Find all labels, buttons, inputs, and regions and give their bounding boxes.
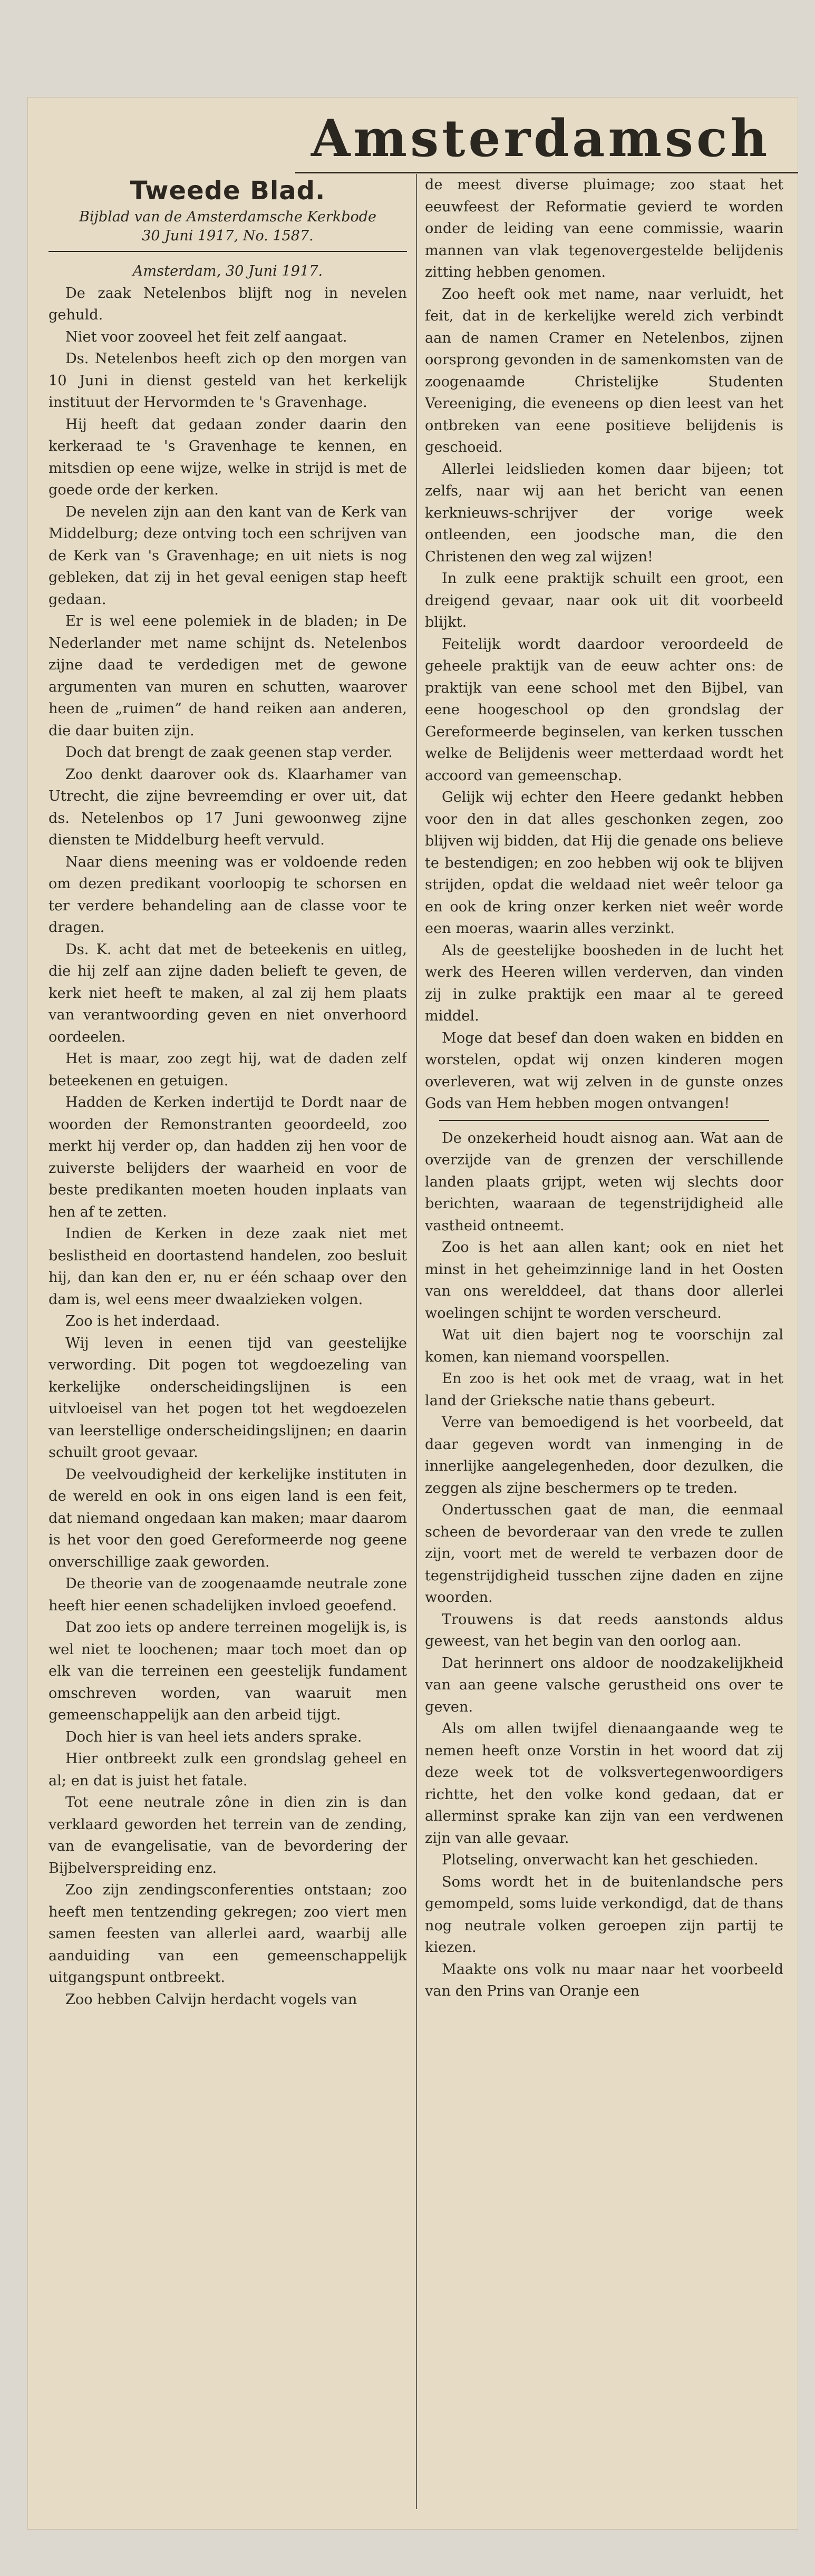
paragraph: Plotseling, onverwacht kan het geschieden. [442, 1852, 759, 1868]
paragraph: Niet voor zooveel het feit zelf aangaat. [65, 328, 347, 345]
column-divider [416, 174, 417, 2509]
paragraph: De nevelen zijn aan den kant van de Kerk van Middelburg; deze ontving toch een schrijven van de Kerk van 's Gravenhage; en uit niets is nog gebleken, dat zij in het geval eenigen stap heeft gedaan. [48, 503, 407, 608]
paragraph: Indien de Kerken in deze zaak niet met beslistheid en doortastend handelen, zoo besluit hij, dan kan den er, nu er één schaap over den dam is, wel eens meer dwaalzieken volgen. [48, 1226, 407, 1308]
paragraph: Gelijk wij echter den Heere gedankt hebben voor den in dat alles geschonken zegen, zoo blijven wij bidden, dat Hij die genade ons believe te bestendigen; en zoo hebben wij ook te blijven strijden, opdat die weldaad niet weêr teloor ga en ook de kring onzer kerken niet weêr worde een moeras, waarin alles verzinkt. [425, 789, 783, 937]
paragraph: Als de geestelijke boosheden in de lucht het werk des Heeren willen verderven, dan vinden zij in zulke praktijk een maar al te gereed middel. [425, 942, 783, 1024]
paragraph: Hier ontbreekt zulk een grondslag geheel en al; en dat is juist het fatale. [48, 1751, 407, 1789]
paragraph: de meest diverse pluimage; zoo staat het eeuwfeest der Reformatie gevierd te worden onder de leiding van eene commissie, waarin mannen van vlak tegenovergestelde belijdenis zitting hebben genomen. [425, 177, 783, 280]
paragraph: De theorie van de zoogenaamde neutrale zone heeft hier eenen schadelijken invloed geoefend. [48, 1576, 407, 1614]
paragraph: Moge dat besef dan doen waken en bidden en worstelen, opdat wij onzen kinderen mogen overleveren, wat wij zelven in de gunste onzes Gods van Hem hebben mogen ontvangen! [425, 1029, 783, 1112]
paragraph: In zulk eene praktijk schuilt een groot, een dreigend gevaar, naar ook uit dit voorbeeld blijkt. [425, 570, 783, 630]
masthead-title: Amsterdamsch [311, 109, 771, 168]
paragraph: Ds. Netelenbos heeft zich op den morgen van 10 Juni in dienst gesteld van het kerkelijk instituut der Hervormden te 's Gravenhage. [48, 351, 407, 411]
paragraph: De zaak Netelenbos blijft nog in nevelen gehuld. [48, 285, 407, 323]
paragraph: Er is wel eene polemiek in de bladen; in De Nederlander met name schijnt ds. Netelenbos zijne daad te verdedigen met de gewone argumenten van muren en schutten, waarover heen de „ruimen” de hand reiken aan anderen, die daar buiten zijn. [48, 613, 407, 739]
paragraph: Naar diens meening was er voldoende reden om dezen predikant voorloopig te schorsen en ter verdere behandeling aan de classe voor te dragen. [48, 853, 407, 936]
paragraph: Wij leven in eenen tijd van geestelijke verwording. Dit pogen tot wegdoezeling van kerkelijke onderscheidingslijnen is een uitvloeisel van het pogen tot het wegdoezelen van leerstellige onderscheidingslijnen; en daarin schuilt groot gevaar. [48, 1335, 407, 1461]
paragraph: Dat herinnert ons aldoor de noodzakelijkheid van aan geene valsche gerustheid ons over te geven. [425, 1655, 783, 1715]
paragraph: De onzekerheid houdt aisnog aan. Wat aan de overzijde van de grenzen der verschillende landen plaats grijpt, weten wij slechts door berichten, waaraan de tegenstrijdigheid alle vastheid ontneemt. [425, 1130, 783, 1234]
section-title: Tweede Blad. [130, 176, 326, 206]
article-separator [439, 1120, 769, 1121]
paragraph: Hadden de Kerken indertijd te Dordt naar de woorden der Remonstranten geoordeeld, zoo merkt hij verder op, dan hadden zij hen voor de zuiverste belijders der waarheid en voor de beste predikanten moeten houden inplaats van hen af te zetten. [48, 1094, 407, 1220]
paragraph: Zoo is het inderdaad. [65, 1313, 220, 1329]
paragraph: Verre van bemoedigend is het voorbeeld, dat daar gegeven wordt van inmenging in de innerlijke aangelegenheden, door dezulken, die zeggen als zijne beschermers op te treden. [425, 1414, 783, 1496]
paragraph: Doch dat brengt de zaak geenen stap verder. [65, 744, 393, 761]
paragraph: Dat zoo iets op andere terreinen mogelijk is, is wel niet te loochenen; maar toch moet dan op elk van die terreinen een geestelijk fundament omschreven worden, van waaruit men gemeenschappelijk aan den arbeid tijgt. [48, 1619, 407, 1723]
paragraph: Feitelijk wordt daardoor veroordeeld de geheele praktijk van de eeuw achter ons: de praktijk van eene school met den Bijbel, van eene hoogeschool op den grondslag der Gereformeerde beginselen, van kerken tusschen welke de Belijdenis weer metterdaad wordt het accoord van gemeenschap. [425, 636, 783, 784]
paragraph: Soms wordt het in de buitenlandsche pers gemompeld, soms luide verkondigd, dat de thans nog neutrale volken geroepen zijn partij te kiezen. [425, 1873, 783, 1956]
paragraph: De veelvoudigheid der kerkelijke instituten in de wereld en ook in ons eigen land is een feit, dat niemand ongedaan kan maken; maar daarom is het voor den goed Gereformeerde nog geene onverschillige zaak geworden. [48, 1466, 407, 1570]
paragraph: Als om allen twijfel dienaangaande weg te nemen heeft onze Vorstin in het woord dat zij deze week tot de volksvertegenwoordigers richtte, het den volke kond gedaan, dat er allerminst sprake kan zijn van een verdwenen zijn van alle gevaar. [425, 1720, 783, 1846]
paragraph: Doch hier is van heel iets anders sprake. [65, 1728, 362, 1745]
paragraph: Zoo is het aan allen kant; ook en niet het minst in het geheimzinnige land in het Oosten van ons werelddeel, dat thans door allerlei woelingen schijnt te worden verscheurd. [425, 1239, 783, 1321]
paragraph: Zoo denkt daarover ook ds. Klaarhamer van Utrecht, die zijne bevreemding er over uit, dat ds. Netelenbos op 17 Juni gewoonweg zijne diensten te Middelburg heeft vervuld. [48, 766, 407, 848]
paragraph: Het is maar, zoo zegt hij, wat de daden zelf beteekenen en getuigen. [48, 1051, 407, 1089]
paragraph: Zoo heeft ook met name, naar verluidt, het feit, dat in de kerkelijke wereld zich verbindt aan de namen Cramer en Netelenbos, zijnen oorsprong gevonden in de samenkomsten van de zoogenaamde Christelijke Studenten Vereeniging, die eveneens op dien leest van het ontbreken van eene positieve belijdenis is geschoeid. [425, 286, 783, 455]
dateline: Amsterdam, 30 Juni 1917. [132, 263, 323, 279]
masthead [295, 105, 798, 173]
header-rule [48, 251, 407, 252]
paragraph: Ondertusschen gaat de man, die eenmaal scheen de bevorderaar van den vrede te zullen zijn, voort met de wereld te verbazen door de tegenstrijdigheid tusschen zijne daden en zijne woorden. [425, 1502, 783, 1606]
paragraph: Hij heeft dat gedaan zonder daarin den kerkeraad te 's Gravenhage te kennen, en mitsdien op eene wijze, welke in strijd is met de goede orde der kerken. [48, 416, 407, 498]
left-column [48, 174, 407, 2514]
left-article-body [48, 283, 407, 2011]
supplement-line: Bijblad van de Amsterdamsche Kerkbode [79, 209, 376, 225]
paragraph: Zoo hebben Calvijn herdacht vogels van [65, 1991, 357, 2008]
issue-line: 30 Juni 1917, No. 1587. [142, 228, 314, 244]
paragraph: Zoo zijn zendingsconferenties ontstaan; zoo heeft men tentzending gekregen; zoo viert men samen feesten van allerlei aard, waarbij alle aanduiding van een gemeenschappelijk uitgangspunt ontbreekt. [48, 1882, 407, 1986]
paragraph: En zoo is het ook met de vraag, wat in het land der Grieksche natie thans gebeurt. [425, 1370, 783, 1409]
paragraph: Allerlei leidslieden komen daar bijeen; tot zelfs, naar wij aan het bericht van eenen kerknieuws-schrijver der vorige week ontleenden, een joodsche man, die den Christenen den weg zal wijzen! [425, 461, 783, 565]
paragraph: Ds. K. acht dat met de beteekenis en uitleg, die hij zelf aan zijne daden belieft te geven, de kerk niet heeft te maken, al zal zij hem plaats van verantwoording geven en niet onverhoord oordeelen. [48, 941, 407, 1045]
paragraph: Wat uit dien bajert nog te voorschijn zal komen, kan niemand voorspellen. [425, 1327, 783, 1365]
right-second-article-body [425, 1127, 783, 2003]
right-article-body [425, 174, 783, 1115]
paragraph: Trouwens is dat reeds aanstonds aldus geweest, van het begin van den oorlog aan. [425, 1611, 783, 1649]
paragraph: Tot eene neutrale zône in dien zin is dan verklaard geworden het terrein van de zending, van de evangelisatie, van de bevordering der Bijbelverspreiding enz. [48, 1794, 407, 1877]
right-column [425, 174, 783, 2514]
paragraph: Maakte ons volk nu maar naar het voorbeeld van den Prins van Oranje een [425, 1961, 783, 1999]
